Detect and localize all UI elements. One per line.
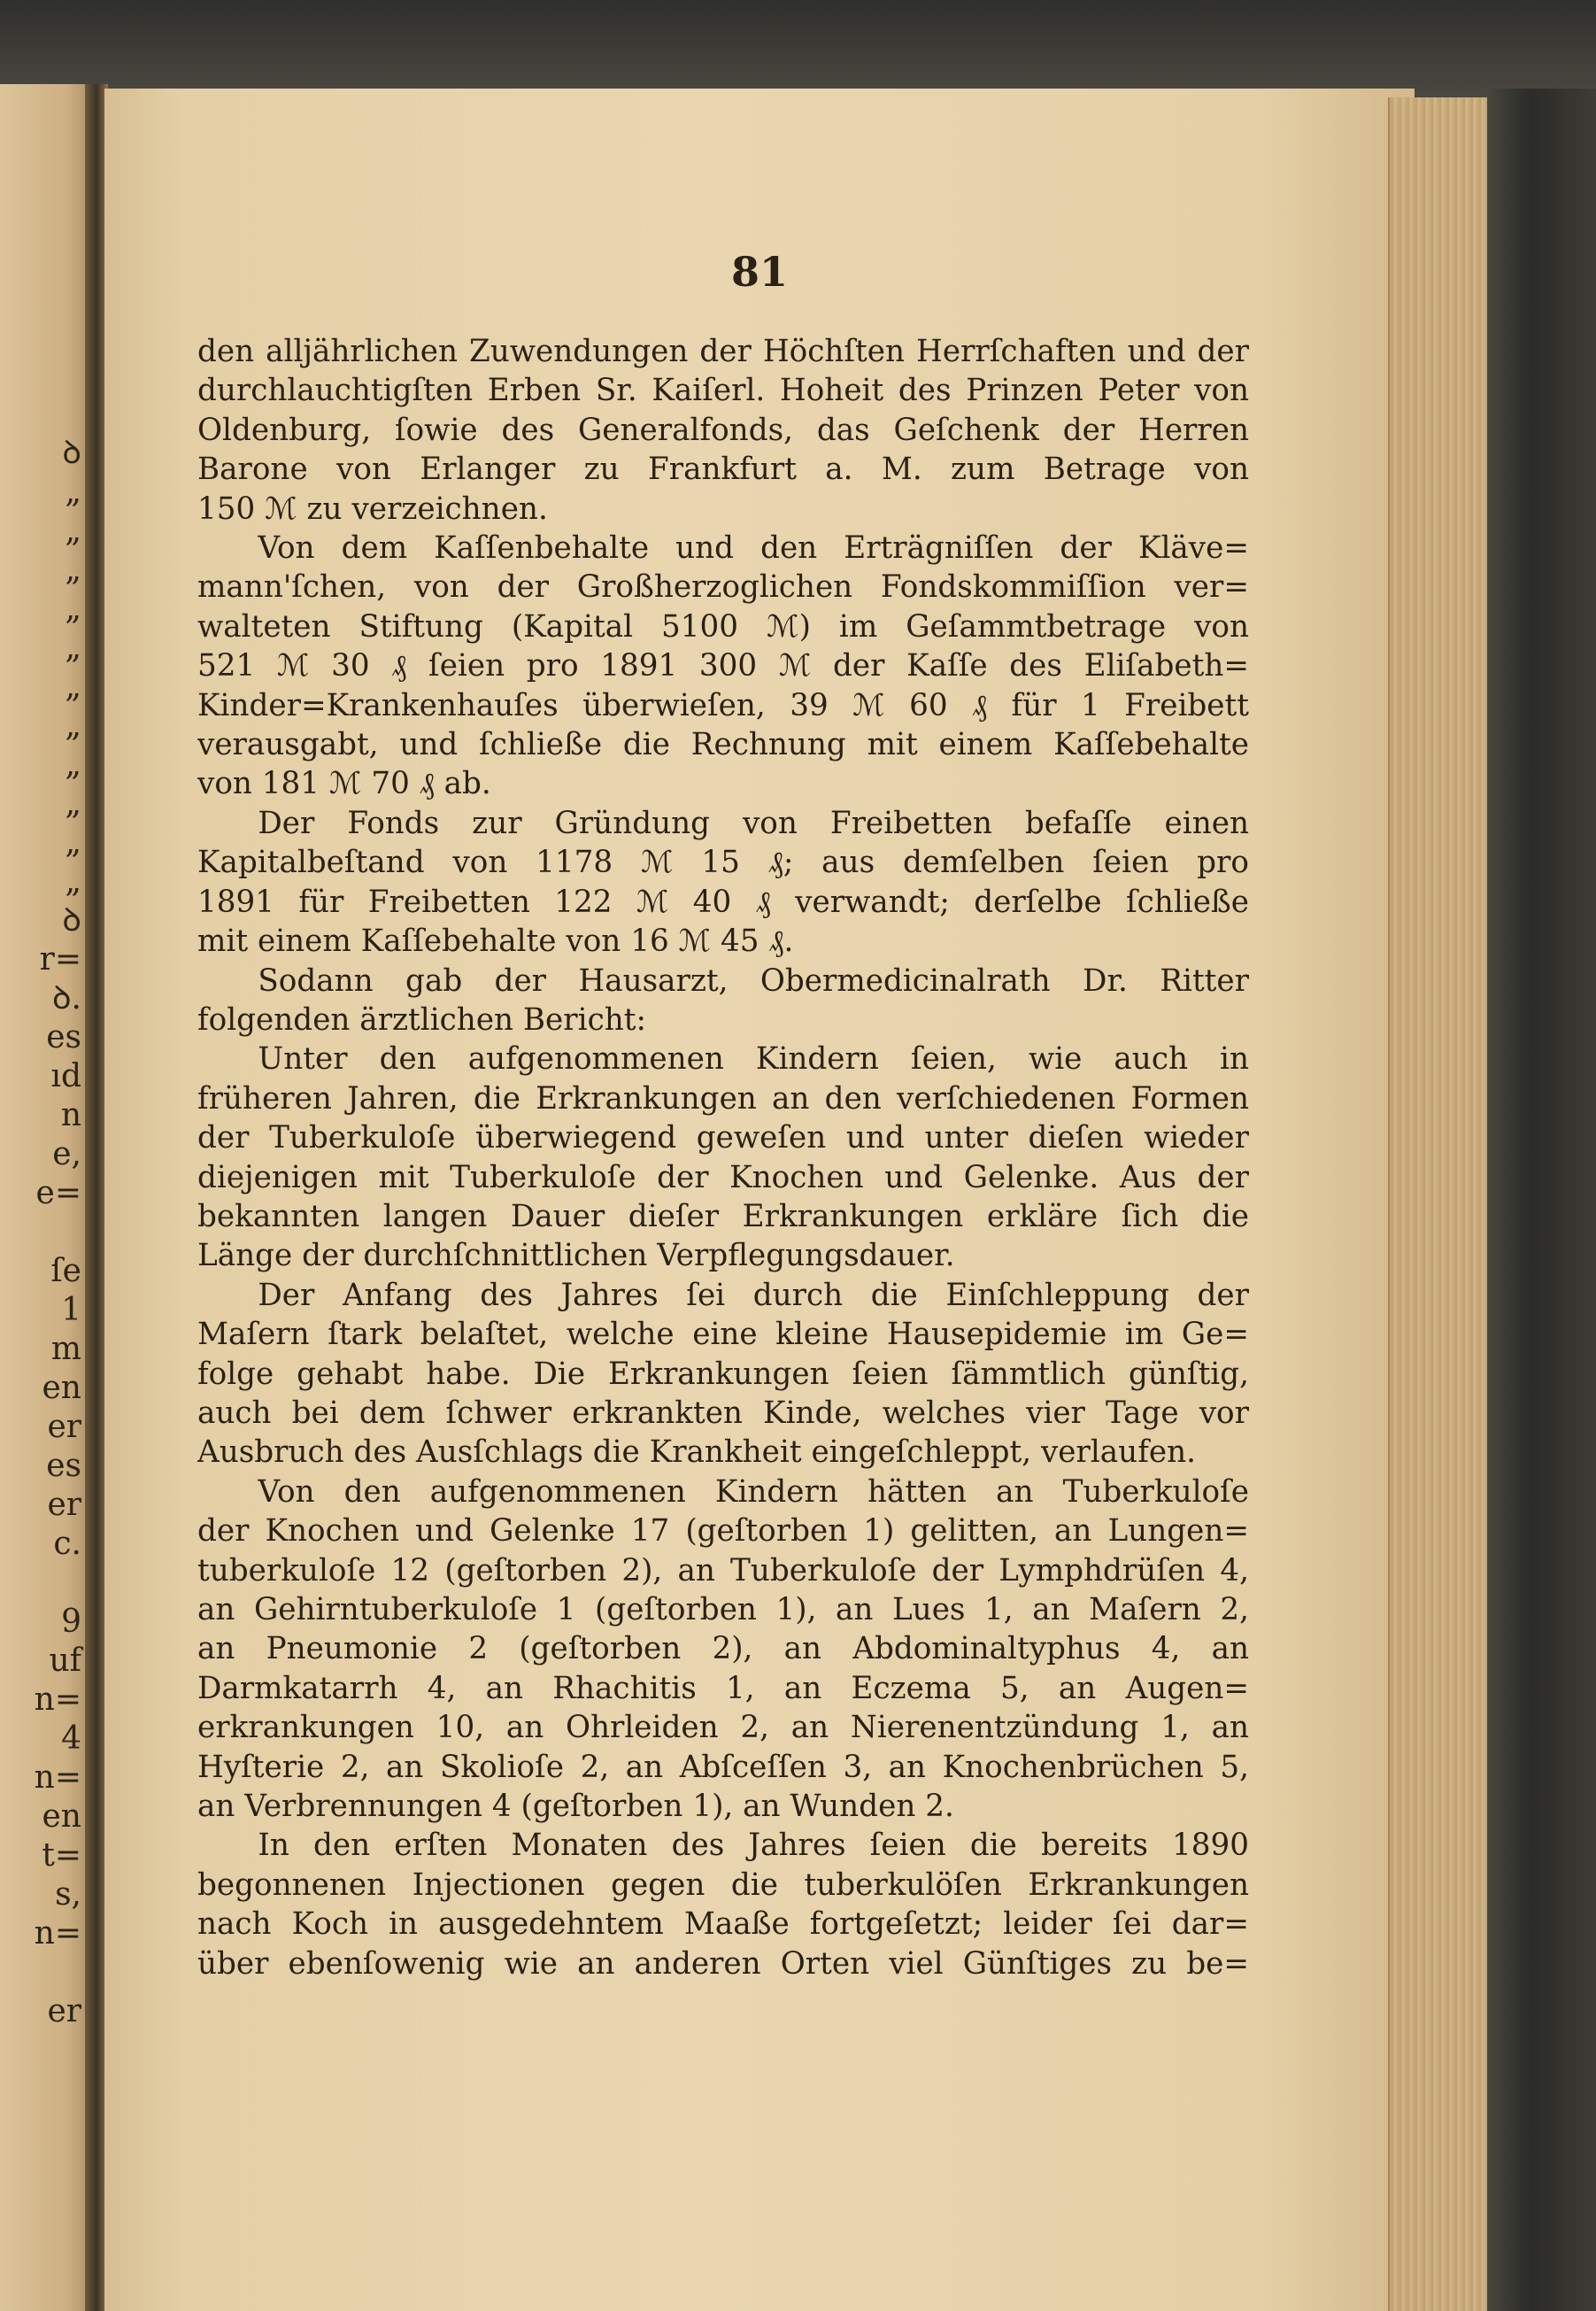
margin-fragment: 4 <box>61 1720 81 1757</box>
text-line: verausgabt, und ſchließe die Rechnung mit einem Kaſſebehalte <box>197 727 1249 763</box>
left-page-margin-fragments <box>4 434 81 2031</box>
margin-fragment: „ <box>65 591 81 627</box>
margin-fragment: „ <box>65 513 81 549</box>
text-line: diejenigen mit Tuberkuloſe der Knochen und Gelenke. Aus der <box>197 1159 1249 1195</box>
page-stack-edge <box>1388 97 1489 2311</box>
margin-fragment: ꝺ <box>62 902 81 939</box>
margin-fragment: „ <box>65 552 81 588</box>
text-line: bekannten langen Dauer dieſer Erkrankungen erkläre ſich die <box>197 1198 1249 1234</box>
text-line: folge gehabt habe. Die Erkrankungen ſeien ſämmtlich günſtig, <box>197 1356 1249 1392</box>
margin-fragment: ſe <box>50 1253 81 1289</box>
margin-fragment: er <box>47 1487 81 1523</box>
paragraph <box>197 1040 1249 1275</box>
margin-fragment: en <box>42 1798 81 1835</box>
text-line: den alljährlichen Zuwendungen der Höchſten Herrſchaften und der <box>197 334 1249 369</box>
text-line: Kinder=Krankenhauſes überwieſen, 39 ℳ 60 ₰ für 1 Freibett <box>197 687 1249 723</box>
text-line: erkrankungen 10, an Ohrleiden 2, an Nierenentzündung 1, an <box>197 1710 1249 1746</box>
text-line: mann'ſchen, von der Großherzoglichen Fondskommiſſion ver= <box>197 569 1249 606</box>
text-line: 1891 für Freibetten 122 ℳ 40 ₰ verwandt; derſelbe ſchließe <box>197 884 1249 920</box>
margin-fragment: m <box>50 1331 81 1367</box>
margin-fragment: „ <box>65 863 81 900</box>
text-line: früheren Jahren, die Erkrankungen an den verſchiedenen Formen <box>197 1080 1249 1117</box>
right-page <box>104 89 1415 2311</box>
scan-background-top <box>0 0 1596 97</box>
margin-fragment: „ <box>65 707 81 744</box>
text-line: Der Fonds zur Gründung von Freibetten befaſſe einen <box>258 805 1249 841</box>
margin-fragment <box>4 1564 81 1603</box>
text-line: Darmkatarrh 4, an Rhachitis 1, an Eczema 5, an Augen= <box>197 1670 1249 1706</box>
text-line: über ebenſowenig wie an anderen Orten viel Günſtiges zu be= <box>197 1945 1249 1982</box>
left-page-edge <box>0 84 96 2311</box>
margin-fragment: ꝺ <box>62 435 81 471</box>
margin-fragment: es <box>46 1019 81 1055</box>
margin-fragment: „ <box>65 630 81 666</box>
margin-fragment: „ <box>65 785 81 822</box>
margin-fragment: e, <box>52 1136 81 1172</box>
margin-fragment: n= <box>34 1681 81 1718</box>
margin-fragment: es <box>46 1448 81 1484</box>
text-line: an Pneumonie 2 (geſtorben 2), an Abdominaltyphus 4, an <box>197 1631 1249 1667</box>
text-line: 521 ℳ 30 ₰ ſeien pro 1891 300 ℳ der Kaſſe des Eliſabeth= <box>197 648 1249 684</box>
text-line: Von dem Kaſſenbehalte und den Erträgniſſen der Kläve= <box>258 530 1249 567</box>
text-line: Länge der durchſchnittlichen Verpflegungsdauer. <box>197 1238 955 1274</box>
margin-fragment: 1 <box>61 1292 81 1328</box>
margin-fragment: n <box>60 1097 81 1133</box>
text-line: Ausbruch des Ausſchlags die Krankheit eingeſchleppt, verlaufen. <box>197 1434 1196 1471</box>
text-line: auch bei dem ſchwer erkrankten Kinde, welches vier Tage vor <box>197 1395 1249 1431</box>
margin-fragment: „ <box>65 669 81 705</box>
text-line: begonnenen Injectionen gegen die tuberkulöſen Erkrankungen <box>197 1867 1249 1903</box>
margin-fragment: 9 <box>61 1604 81 1640</box>
text-line: Barone von Erlanger zu Frankfurt a. M. zum Betrage von <box>197 452 1249 488</box>
margin-fragment: s, <box>55 1876 81 1913</box>
text-line: Maſern ſtark belaſtet, welche eine kleine Hausepidemie im Ge= <box>197 1317 1249 1353</box>
margin-fragment: e= <box>35 1175 81 1211</box>
text-line: Oldenburg, ſowie des Generalfonds, das Geſchenk der Herren <box>197 412 1249 448</box>
text-line: In den erſten Monaten des Jahres ſeien die bereits 1890 <box>258 1828 1249 1864</box>
paragraph <box>197 962 1249 1040</box>
margin-fragment: uf <box>49 1642 81 1679</box>
margin-fragment: er <box>47 1409 81 1445</box>
text-line: Von den aufgenommenen Kindern hätten an Tuberkuloſe <box>258 1473 1249 1510</box>
paragraph <box>197 1472 1249 1827</box>
margin-fragment: ꝺ. <box>51 980 81 1016</box>
margin-fragment: er <box>47 1993 81 2029</box>
text-line: Unter den aufgenommenen Kindern ſeien, wie auch in <box>258 1041 1249 1078</box>
text-line: mit einem Kaſſebehalte von 16 ℳ 45 ₰. <box>197 924 794 960</box>
paragraph <box>197 1826 1249 1983</box>
paragraph <box>197 1276 1249 1472</box>
margin-fragment: „ <box>65 824 81 861</box>
text-line: Der Anfang des Jahres ſei durch die Einſchleppung der <box>258 1277 1249 1313</box>
margin-fragment: t= <box>42 1837 81 1874</box>
text-line: tuberkuloſe 12 (geſtorben 2), an Tuberkuloſe der Lymphdrüſen 4, <box>197 1552 1249 1588</box>
text-line: von 181 ℳ 70 ₰ ab. <box>197 766 491 802</box>
text-line: Sodann gab der Hausarzt, Obermedicinalrath Dr. Ritter <box>258 962 1249 999</box>
margin-fragment: „ <box>65 474 81 510</box>
margin-fragment <box>4 1213 81 1252</box>
margin-fragment: „ <box>65 746 81 783</box>
margin-fragment: n= <box>34 1759 81 1796</box>
margin-fragment: en <box>42 1370 81 1406</box>
text-line: der Knochen und Gelenke 17 (geſtorben 1) gelitten, an Lungen= <box>197 1513 1249 1550</box>
book-cover-edge <box>1487 89 1596 2311</box>
margin-fragment: n= <box>34 1915 81 1952</box>
paragraph <box>197 332 1249 529</box>
text-line: walteten Stiftung (Kapital 5100 ℳ) im Geſammtbetrage von <box>197 608 1249 645</box>
text-line: Hyſterie 2, an Skolioſe 2, an Abſceſſen 3, an Knochenbrüchen 5, <box>197 1749 1249 1785</box>
margin-fragment: ıd <box>50 1058 81 1094</box>
text-line: der Tuberkuloſe überwiegend geweſen und unter dieſen wieder <box>197 1120 1249 1156</box>
text-line: 150 ℳ zu verzeichnen. <box>197 491 548 527</box>
text-line: durchlauchtigſten Erben Sr. Kaiſerl. Hoheit des Prinzen Peter von <box>197 373 1249 409</box>
page-number: 81 <box>730 248 788 296</box>
text-line: an Gehirntuberkuloſe 1 (geſtorben 1), an Lues 1, an Maſern 2, <box>197 1592 1249 1627</box>
margin-fragment: r= <box>39 941 81 978</box>
text-line: Kapitalbeſtand von 1178 ℳ 15 ₰; aus demſelben ſeien pro <box>197 845 1249 881</box>
text-line: folgenden ärztlichen Bericht: <box>197 1001 646 1038</box>
margin-fragment: c. <box>53 1526 81 1562</box>
margin-fragment <box>4 1953 81 1992</box>
paragraph <box>197 804 1249 962</box>
page-body-text <box>197 332 1249 1983</box>
text-line: nach Koch in ausgedehntem Maaße fortgeſetzt; leider ſei dar= <box>197 1906 1249 1943</box>
paragraph <box>197 529 1249 804</box>
text-line: an Verbrennungen 4 (geſtorben 1), an Wunden 2. <box>197 1789 954 1825</box>
